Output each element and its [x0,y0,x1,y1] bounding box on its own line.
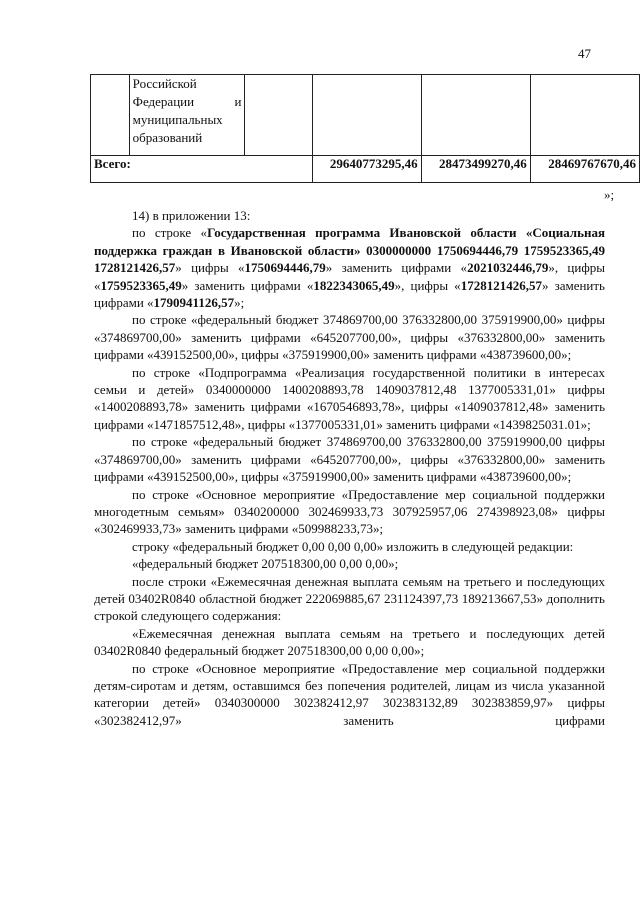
paragraph: по строке «федеральный бюджет 374869700,00 376332800,00 375919900,00 цифры «374869700,00» заменить цифрами «645207700,00», цифры «376332800,00» заменить цифрами «439152500,00», цифры «375919900,00» заменить цифрами «438739600,00»; [94,434,605,485]
total-label: Всего: [91,156,313,183]
paragraph: после строки «Ежемесячная денежная выплата семьям на третьего и последующих детей 03402R0840 областной бюджет 222069885,67 231124397,73 189213667,53» дополнить строкой следующего содержания: [94,573,605,624]
table-row [91,75,640,156]
text-run-bold: 1728121426,57 [460,277,542,293]
paragraph: 14) в приложении 13: [132,208,251,223]
table-cell-name [129,75,245,156]
table-cell [91,75,130,156]
name-word: и [234,94,242,109]
name-line: образований [132,130,203,145]
text-run-bold: Государственная программа Ивановской области «Социальная поддержка граждан в Ивановской области» 0300000000 1750694446,79 1759523365,49 1728121426,57 [94,225,605,276]
budget-table [90,74,640,183]
page-number: 47 [578,46,591,61]
text-run: », цифры « [394,277,461,293]
text-run: по строке « [132,225,208,241]
text-run: »; [234,295,245,311]
table-row-total [91,156,640,183]
table-cell [421,75,530,156]
paragraph: по строке «Подпрограмма «Реализация государственной политики в интересах семьи и детей» 0340000000 1400208893,78 1409037812,48 1377005331,01» цифры «1400208893,78» заменить цифрами «1670546893,78», цифры «1409037812,48» заменить цифрами «1471857512,48», цифры «1377005331,01» заменить цифрами «1439825031.01»; [94,364,605,432]
paragraph: по строке «федеральный бюджет 374869700,00 376332800,00 375919900,00» цифры «374869700,00» заменить цифрами «645207700,00», цифры «376332800,00» заменить цифрами «439152500,00», цифры «375919900,00» заменить цифрами «438739600,00»; [94,312,605,363]
table-cell [530,75,639,156]
total-value: 29640773295,46 [312,156,421,183]
text-run: » заменить цифрами « [94,277,605,311]
text-run-bold: 1750694446,79 [244,260,326,276]
total-value: 28469767670,46 [530,156,639,183]
name-word: Федерации [132,94,195,109]
text-run: » заменить цифрами « [181,277,314,293]
text-run-bold: 1759523365,49 [100,277,182,293]
table-cell [312,75,421,156]
name-line [133,93,242,111]
total-value: 28473499270,46 [421,156,530,183]
name-line: муниципальных [132,112,223,127]
text-run: » цифры « [175,260,245,276]
document-body [94,207,605,729]
name-line: Российской [132,76,197,91]
text-run-bold: 2021032446,79 [467,260,549,276]
paragraph: «федеральный бюджет 207518300,00 0,00 0,00»; [132,556,399,572]
closing-quote: »; [604,187,615,202]
paragraph: строку «федеральный бюджет 0,00 0,00 0,00» изложить в следующей редакции: [132,538,574,554]
text-run: », цифры « [94,260,605,293]
text-run-bold: 1822343065,49 [313,277,395,293]
paragraph: по строке «Основное мероприятие «Предоставление мер социальной поддержки многодетным семьям» 0340200000 302469933,73 307925957,06 274398923,08» цифры «302469933,73» заменить цифрами «509988233,73»; [94,486,605,537]
text-run: » заменить цифрами « [325,260,468,276]
table-cell [245,75,312,156]
paragraph-bold-mixed [94,224,605,311]
paragraph: по строке «Основное мероприятие «Предоставление мер социальной поддержки детям-сиротам и детям, оставшимся без попечения родителей, лицам из числа указанной категории детей» 0340300000 302382412,97 302383132,89 302383859,97» цифры «302382412,97» заменить цифрами [94,660,605,728]
paragraph: «Ежемесячная денежная выплата семьям на третьего и последующих детей 03402R0840 федеральный бюджет 207518300,00 0,00 0,00»; [94,625,605,659]
name-cell-text [133,75,242,147]
text-run-bold: 1790941126,57 [153,295,235,311]
